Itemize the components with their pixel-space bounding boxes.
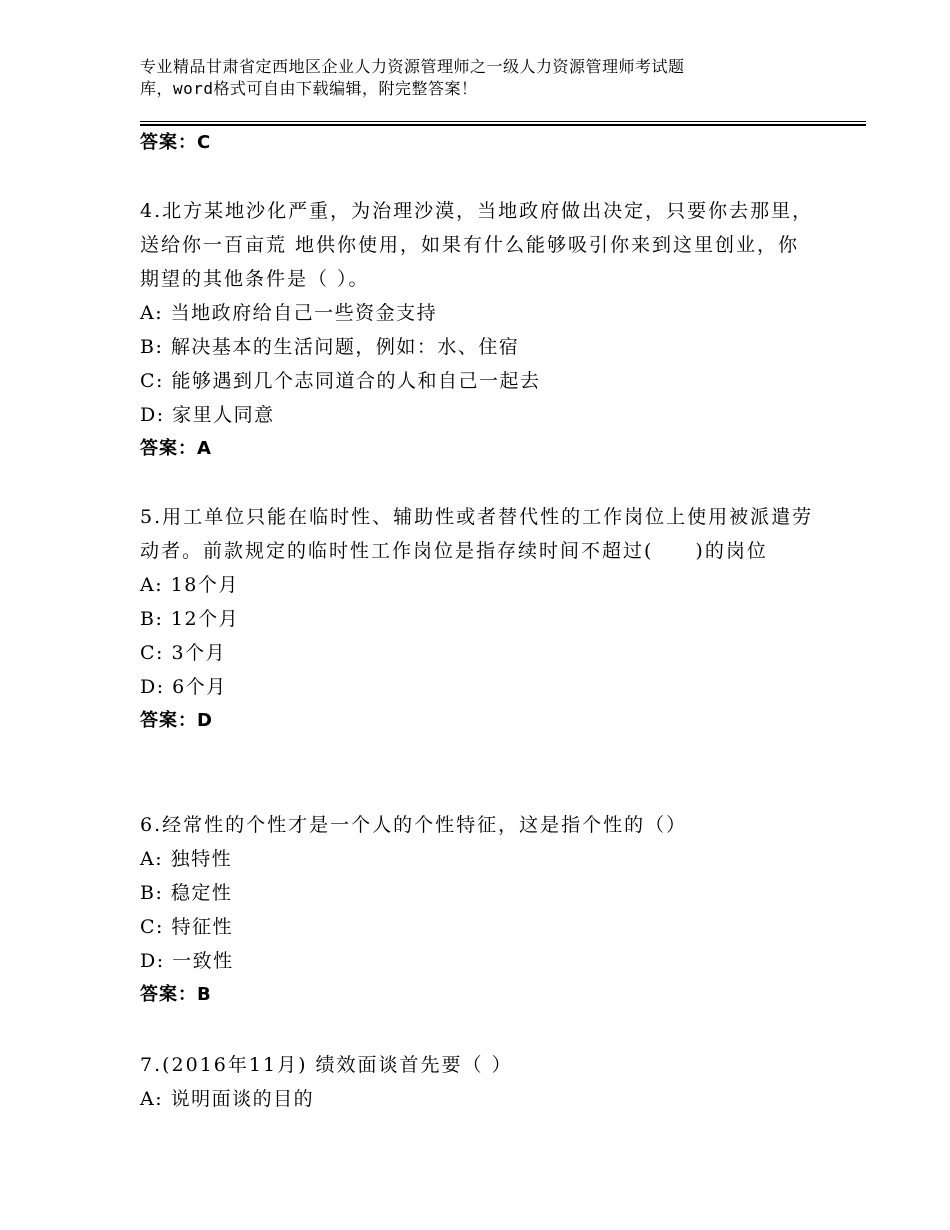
question-text: 6.经常性的个性才是一个人的个性特征，这是指个性的（） — [140, 814, 688, 836]
option-a: A: 18个月 — [140, 574, 239, 596]
header-title-line-2: 库，word格式可自由下载编辑，附完整答案！ — [140, 79, 478, 98]
option-d: D: 6个月 — [140, 676, 227, 698]
document-header — [140, 56, 860, 100]
option-a: A: 当地政府给自己一些资金支持 — [140, 302, 438, 324]
previous-answer-block — [140, 126, 820, 160]
option-c: C: 能够遇到几个志同道合的人和自己一起去 — [140, 370, 541, 392]
answer-label: 答案：A — [140, 438, 212, 459]
answer-label: 答案：D — [140, 710, 213, 731]
option-d: D: 一致性 — [140, 950, 234, 972]
option-c: C: 特征性 — [140, 916, 233, 938]
option-b: B: 12个月 — [140, 608, 240, 630]
question-7 — [140, 1048, 820, 1116]
question-text: 4.北方某地沙化严重，为治理沙漠，当地政府做出决定，只要你去那里，送给你一百亩荒 地供你使用，如果有什么能够吸引你来到这里创业，你期望的其他条件是（ ）。 — [140, 200, 814, 290]
question-text: 5.用工单位只能在临时性、辅助性或者替代性的工作岗位上使用被派遣劳动者。前款规定的临时性工作岗位是指存续时间不超过( )的岗位 — [140, 506, 814, 562]
option-c: C: 3个月 — [140, 642, 227, 664]
answer-label: 答案：B — [140, 984, 212, 1005]
question-4 — [140, 194, 820, 466]
header-title-line-1: 专业精品甘肃省定西地区企业人力资源管理师之一级人力资源管理师考试题 — [140, 57, 685, 76]
option-d: D: 家里人同意 — [140, 404, 275, 426]
option-b: B: 稳定性 — [140, 882, 233, 904]
answer-label: 答案：C — [140, 132, 212, 153]
question-text: 7.(2016年11月) 绩效面谈首先要（ ） — [140, 1054, 513, 1076]
option-b: B: 解决基本的生活问题，例如：水、住宿 — [140, 336, 520, 358]
option-a: A: 独特性 — [140, 848, 233, 870]
option-a: A: 说明面谈的目的 — [140, 1088, 315, 1110]
question-6 — [140, 808, 820, 1012]
question-5 — [140, 500, 820, 738]
